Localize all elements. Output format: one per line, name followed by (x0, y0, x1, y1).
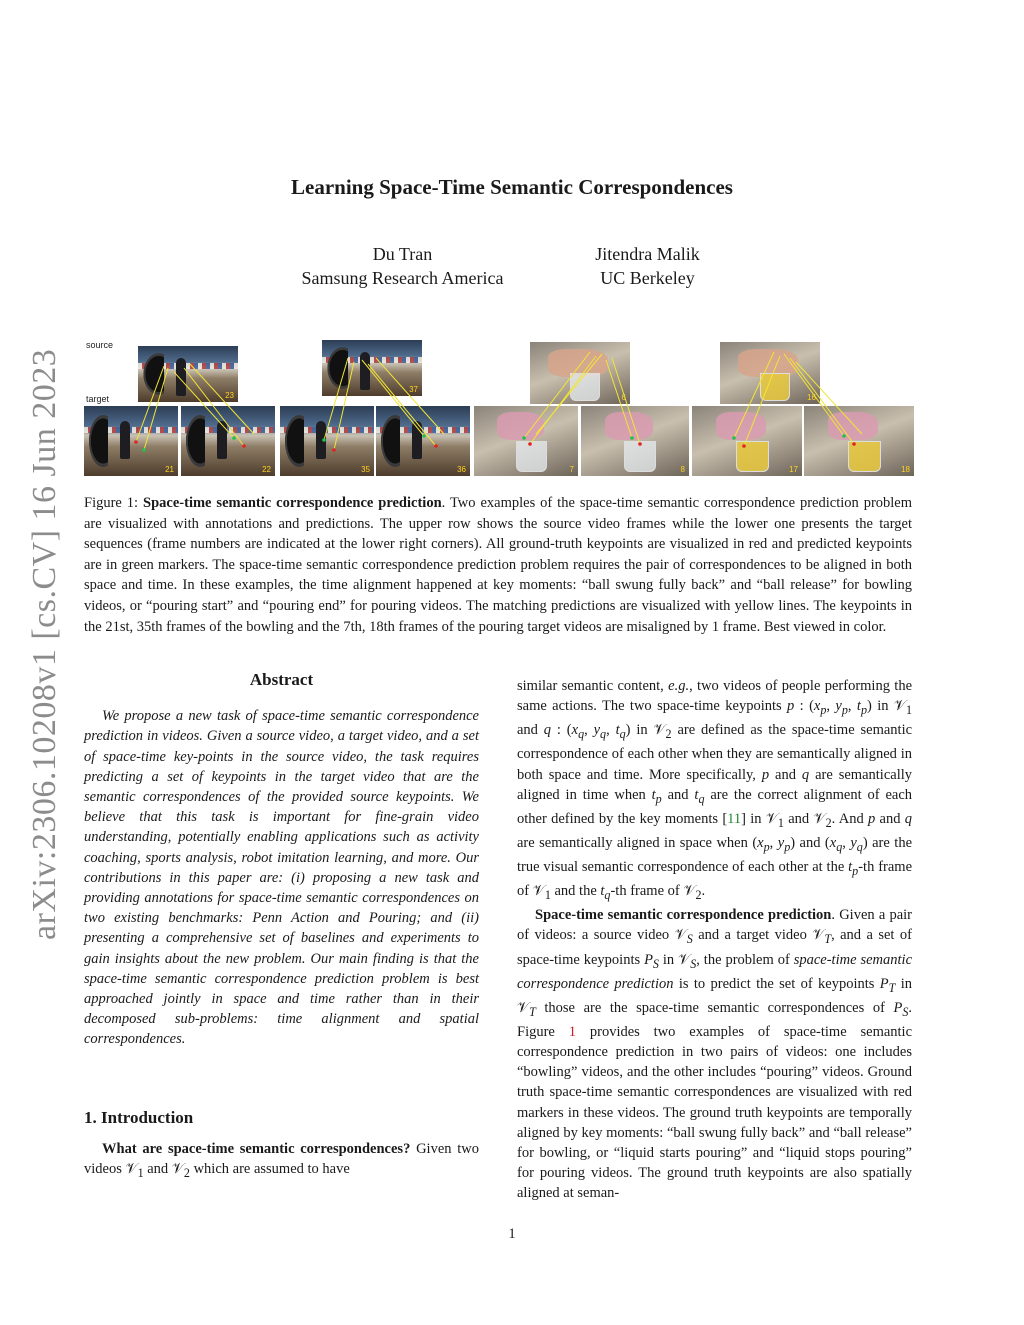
target-frame (376, 406, 470, 476)
source-frame (720, 342, 820, 404)
frame-number: 35 (361, 465, 370, 474)
target-frame (181, 406, 275, 476)
target-frame (581, 406, 689, 476)
arxiv-watermark: arXiv:2306.10208v1 [cs.CV] 16 Jun 2023 (26, 348, 63, 940)
citation-link[interactable]: 11 (727, 810, 742, 827)
author-block-1 (280, 242, 525, 290)
target-frame (804, 406, 914, 476)
frame-number: 7 (569, 465, 574, 474)
caption-bold: Space-time semantic correspondence prediction (143, 495, 442, 511)
abstract-text: We propose a new task of space-time semantic correspondence prediction in videos. Given a source video, a target video, and a set of space-time key-points in the source video, the task requires predicting a set of keypoints in the target video that are the semantic correspondences of the provided source keypoints. We believe that this task is important for fine-grain video understanding, potentially enabling applications such as activity coaching, sports analysis, robot imitation learning, and more. Our contributions in this paper are: (i) proposing a new task and providing annotations for space-time semantic correspondences on two existing benchmarks: Penn Action and Pouring; and (ii) presenting a comprehensive set of baselines and experiments to gain insights about the new problem. Our main finding is that the space-time semantic correspondence prediction problem is best approached jointly in space and time rather than in their decomposed sub-problems: time alignment and spatial correspondences. (84, 708, 479, 1048)
math-v2: 𝒱$_2$ (171, 1161, 190, 1180)
frame-number: 17 (789, 465, 798, 474)
frame-number: 23 (225, 391, 234, 400)
source-frame (322, 340, 422, 396)
target-frame (280, 406, 374, 476)
section-heading: 1. Introduction (84, 1107, 194, 1127)
frame-number: 6 (621, 393, 626, 402)
target-frame (474, 406, 578, 476)
prediction-paragraph: Space-time semantic correspondence prediction. Given a pair of videos: a source video 𝒱$_S$ and a target video 𝒱$_T$, and a set of space-time keypoints $P_S$ in 𝒱$_S$, the problem of space-time semantic correspondence prediction is to predict the set of keypoints $P_T$ in 𝒱$_T$ those are the space-time semantic correspondences of $P_S$. Figure 1 provides two examples of space-time semantic correspondence prediction in two pairs of videos: one includes “bowling” videos, and the other includes “pouring” videos. Ground truth space-time semantic correspondences are visualized with red markers in these videos. The ground truth keypoints are temporally aligned by key moments: “ball swung fully back” and “ball release” for bowling, or “liquid starts pouring” and “liquid stops pouring” for pouring videos. The ground truth keypoints are also spatially aligned at seman- (517, 907, 913, 1202)
frame-number: 8 (680, 465, 685, 474)
figure-1 (84, 338, 914, 480)
author-affiliation: Samsung Research America (301, 268, 504, 288)
target-label: target (86, 394, 110, 404)
frame-number: 22 (262, 465, 271, 474)
target-frame (692, 406, 802, 476)
left-column (84, 670, 479, 1183)
caption-prefix: Figure 1: (84, 495, 144, 511)
source-label: source (86, 340, 114, 350)
author-block-2 (560, 242, 735, 290)
frame-number: 16 (807, 393, 816, 402)
source-frame (138, 346, 238, 402)
right-column (517, 676, 912, 1204)
figure-caption (84, 493, 912, 637)
page-number: 1 (508, 1226, 516, 1242)
intro-question: What are space-time semantic correspondences? (102, 1140, 411, 1157)
frame-number: 21 (165, 465, 174, 474)
source-frame (530, 342, 630, 404)
intro-paragraph-cont: similar semantic content, e.g., two videos of people performing the same actions. The two space-time keypoints p : ($x_p$, $y_p$, $t_p$) in 𝒱$_1$ and q : ($x_q$, $y_q$, $t_q$) in 𝒱$_2$ are defined as the space-time semantic correspondence of each other when they are semantically aligned in both space and time. More specifically, p and q are semantically aligned in time when $t_p$ and $t_q$ are the correct alignment of each other defined by the key moments [11] in 𝒱$_1$ and 𝒱$_2$. And p and q are semantically aligned in space when ($x_p$, $y_p$) and ($x_q$, $y_q$) are the true visual semantic correspondence of each other at the $t_p-th$ frame of 𝒱$_1$ and the $t_q-th$ frame of 𝒱$_2$. (517, 678, 913, 903)
author-name: Du Tran (372, 244, 433, 264)
author-name: Jitendra Malik (595, 244, 700, 264)
frame-number: 36 (457, 465, 466, 474)
math-v1: 𝒱$_1$ (125, 1161, 144, 1180)
frame-number: 37 (409, 385, 418, 394)
author-affiliation: UC Berkeley (600, 268, 695, 288)
intro-text: and (147, 1161, 169, 1178)
intro-text: which are assumed to have (193, 1161, 350, 1178)
frame-number: 18 (901, 465, 910, 474)
target-frame (84, 406, 178, 476)
intro-text: Given two videos (84, 1140, 480, 1178)
paper-title: Learning Space-Time Semantic Correspondences (291, 175, 733, 199)
figure-ref-link[interactable]: 1 (568, 1023, 576, 1040)
intro-paragraph (84, 1139, 479, 1183)
abstract-heading: Abstract (249, 670, 314, 689)
caption-text: . Two examples of the space-time semantic correspondence prediction problem are visualized with annotations and predictions. The upper row shows the source video frames while the lower one presents the target sequences (frame numbers are indicated at the lower right corners). All ground-truth keypoints are visualized in red and predicted keypoints are in green markers. The space-time semantic correspondence prediction problem requires the pair of correspondences to be aligned in both space and time. In these examples, the time alignment happened at key moments: “ball swung fully back” and “ball release” for bowling videos, or “pouring start” and “pouring end” for pouring videos. The matching predictions are visualized with yellow lines. The keypoints in the 21st, 35th frames of the bowling and the 7th, 18th frames of the pouring target videos are misaligned by 1 frame. Best viewed in color. (84, 495, 913, 635)
